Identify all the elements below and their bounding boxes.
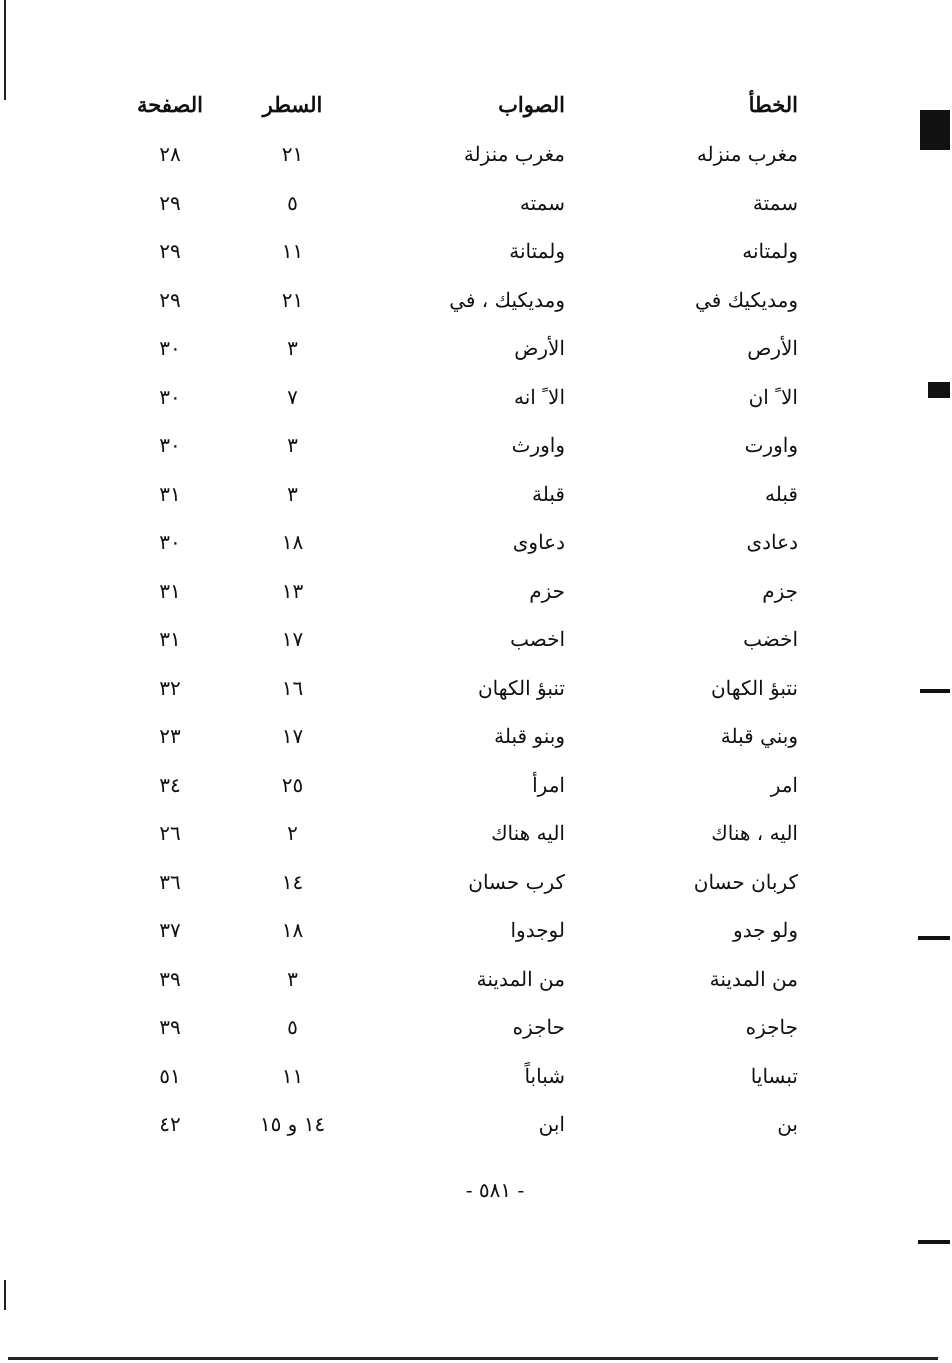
cell-wrong: تبسايا [750,1063,798,1088]
cell-page: ٢٩ [159,239,181,264]
cell-page: ٢٨ [159,142,181,167]
header-line: السطر [262,91,323,117]
table-row [120,567,810,616]
cell-page: ٢٦ [159,821,181,846]
cell-line: ١٨ [281,530,304,555]
cell-correct: حزم [529,578,565,603]
cell-page: ٣٠ [159,433,181,458]
cell-wrong: من المدينة [709,966,798,991]
cell-correct: الأرض [514,336,565,361]
cell-line: ٣ [287,481,298,506]
cell-page: ٣٤ [159,772,181,797]
table-row [120,130,810,179]
cell-line: ٢ [287,821,298,846]
cell-wrong: ولو جدو [733,918,798,943]
table-row [120,664,810,713]
cell-line: ٧ [287,384,298,409]
cell-correct: امرأ [532,772,565,797]
cell-page: ٣٩ [159,1015,181,1040]
scan-mark [928,382,950,398]
cell-line: ٥ [287,190,298,215]
cell-page: ٣٩ [159,966,181,991]
cell-page: ٣١ [159,578,181,603]
cell-correct: واورث [511,433,565,458]
cell-wrong: دعادى [746,530,798,555]
table-row [120,761,810,810]
cell-line: ٣ [287,433,298,458]
page-number: - ٥٨١ - [465,1178,525,1202]
cell-correct: دعاوى [512,530,565,555]
cell-correct: شباباً [524,1063,565,1088]
cell-page: ٣٢ [159,675,181,700]
header-wrong: الخطأ [748,91,798,117]
cell-line: ١٤ [281,869,304,894]
cell-line: ١٧ [281,627,304,652]
cell-page: ٢٣ [159,724,181,749]
table-row [120,906,810,955]
table-row [120,373,810,422]
scan-edge [8,1357,938,1360]
errata-table [120,78,810,1149]
cell-page: ٢٩ [159,287,181,312]
cell-page: ٢٩ [159,190,181,215]
cell-correct: ولمتانة [509,239,565,264]
cell-page: ٣٠ [159,336,181,361]
cell-correct: اخصب [510,627,565,652]
cell-line: ٣ [287,966,298,991]
cell-line: ٥ [287,1015,298,1040]
cell-wrong: الأرص [747,336,798,361]
cell-line: ١٧ [281,724,304,749]
cell-page: ٥١ [159,1063,181,1088]
cell-wrong: نتبؤ الكهان [710,675,798,700]
scan-mark [918,1240,950,1244]
header-page: الصفحة [137,91,203,117]
cell-line: ٢٥ [281,772,304,797]
cell-line: ١٤ و ١٥ [259,1112,326,1137]
cell-wrong: جزم [762,578,798,603]
scan-mark [920,689,950,693]
table-body [120,130,810,1149]
table-row [120,615,810,664]
cell-wrong: جاجزه [745,1015,798,1040]
cell-line: ١٣ [281,578,304,603]
cell-line: ١٦ [281,675,304,700]
table-row [120,518,810,567]
cell-line: ١١ [281,1063,304,1088]
cell-correct: كرب حسان [468,869,565,894]
cell-wrong: بن [777,1112,798,1137]
table-row [120,470,810,519]
scan-edge [4,0,6,100]
cell-correct: قبلة [532,481,565,506]
cell-correct: الا ً انه [513,384,565,409]
scan-edge [4,1280,6,1310]
cell-line: ٣ [287,336,298,361]
cell-page: ٣٧ [159,918,181,943]
table-row [120,712,810,761]
cell-line: ١١ [281,239,304,264]
cell-page: ٣١ [159,627,181,652]
cell-wrong: ومديكيك في [695,287,798,312]
cell-page: ٤٢ [159,1112,181,1137]
table-header [120,78,810,130]
cell-correct: لوجدوا [510,918,565,943]
cell-correct: مغرب منزلة [463,142,565,167]
cell-correct: من المدينة [476,966,565,991]
table-row [120,858,810,907]
cell-wrong: واورت [744,433,798,458]
table-row [120,955,810,1004]
scan-mark [918,936,950,940]
table-row [120,227,810,276]
table-row [120,179,810,228]
table-row [120,276,810,325]
cell-page: ٣٠ [159,384,181,409]
table-row [120,1100,810,1149]
cell-wrong: مغرب منزله [696,142,798,167]
scan-mark [920,110,950,150]
cell-wrong: امر [770,772,798,797]
cell-wrong: ولمتانه [742,239,798,264]
table-row [120,324,810,373]
cell-correct: سمته [519,190,565,215]
cell-line: ٢١ [281,142,304,167]
table-row [120,1052,810,1101]
cell-correct: وبنو قبلة [494,724,565,749]
cell-wrong: كربان حسان [693,869,798,894]
cell-wrong: وبني قبلة [720,724,798,749]
cell-page: ٣٠ [159,530,181,555]
cell-wrong: الا ً ان [748,384,798,409]
cell-line: ١٨ [281,918,304,943]
cell-wrong: اليه ، هناك [711,821,798,846]
cell-correct: ومديكيك ، في [449,287,565,312]
cell-page: ٣٦ [159,869,181,894]
table-row [120,1003,810,1052]
cell-wrong: قبله [765,481,798,506]
cell-page: ٣١ [159,481,181,506]
cell-correct: حاجزه [512,1015,565,1040]
cell-correct: تنبؤ الكهان [477,675,565,700]
cell-correct: اليه هناك [491,821,565,846]
cell-wrong: سمتة [752,190,798,215]
cell-line: ٢١ [281,287,304,312]
header-correct: الصواب [498,91,565,117]
cell-correct: ابن [538,1112,565,1137]
table-row [120,421,810,470]
table-row [120,809,810,858]
cell-wrong: اخضب [743,627,798,652]
